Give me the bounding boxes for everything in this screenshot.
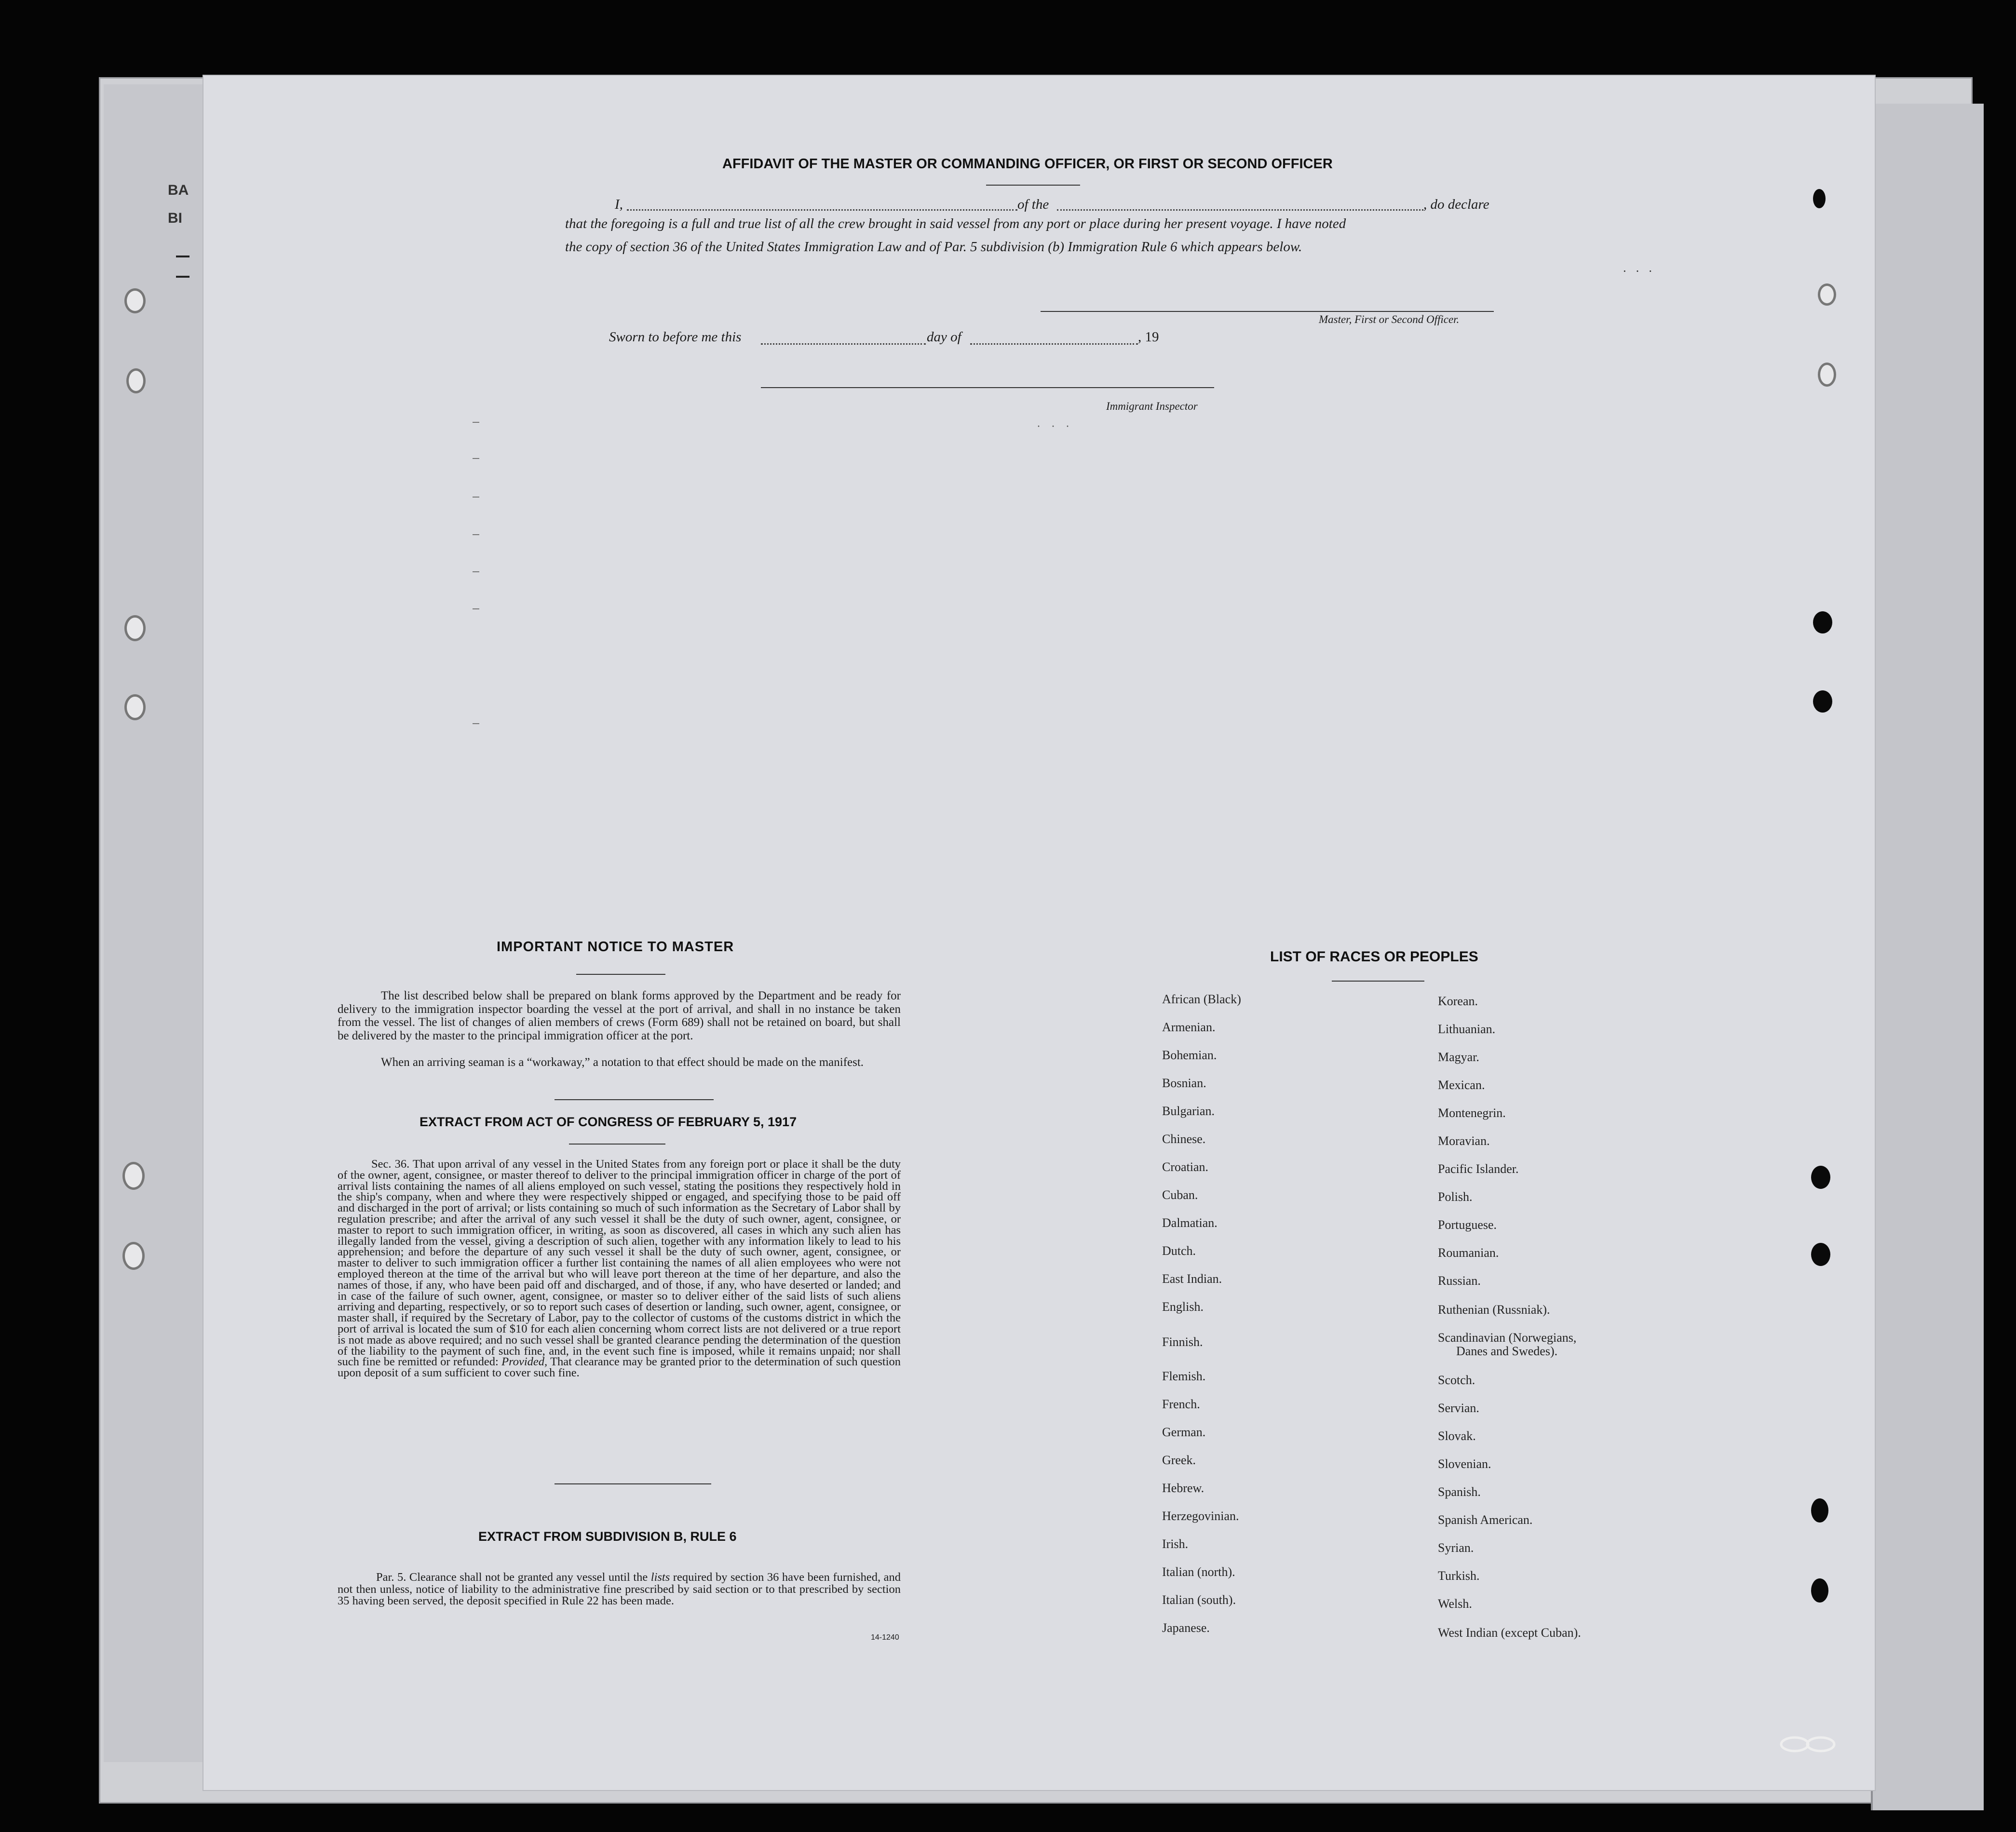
races-underline <box>1332 981 1424 982</box>
rule-body-start: Par. 5. Clearance shall not be granted any vessel until the <box>376 1571 648 1584</box>
race-item: Lithuanian. <box>1438 1022 1496 1036</box>
act-body-part-1: That upon arrival of any vessel in the United States from any foreign port or place it shall be the duty of the owner, agent, consignee, or master thereof to deliver to the principal immigration officer in charge of the port of arrival lists containing the names of all aliens employed on such vessel, stating the positions they respectively hold in the ship's company, when and where they were respectively shipped or engaged, and specifying those to be paid off and discharged in the port of arrival; or lists containing so much of such information as the Secretary of Labor shall by regulation prescribe; and after the arrival of any such vessel it shall be the duty of such owner, agent, consignee, or master to report to such immigration officer, in writing, as soon as discovered, all cases in which any such alien has illegally landed from the vessel, giving a description of such alien, together with any information likely to lead to his apprehension; and before the departure of any such vessel it shall be the duty of such owner, agent, consignee, or master to deliver to such immigration officer a further list containing the names of all alien employees who were not employed thereon at the time of the arrival but who will leave port thereon at the time of her departure, and also the names of those, if any, who have been paid off and discharged, and of those, if any, who have deserted or landed; and in case of the failure of such owner, agent, consignee, or master so to deliver either of the said lists of such aliens arriving and departing, respectively, or so to report such cases of desertion or landing, such owner, agent, consignee, or master shall, if required by the Secretary of Labor, pay to the collector of customs of the customs district in which the port of arrival is located the sum of $10 for each alien concerning whom correct lists are not delivered or a true report is not made as above required; and no such vessel shall be granted clearance pending the determination of the question of the liability to the payment of such fine, and, in the event such fine is imposed, while it remains unpaid; nor shall such fine be remitted or refunded: <box>338 1158 901 1369</box>
punch-hole <box>124 694 146 720</box>
act-body-part-2: That clearance may be granted prior to the determination of such question upon deposit of a sum sufficient to cover such fine. <box>338 1355 901 1380</box>
race-item: Flemish. <box>1162 1369 1206 1383</box>
stray-dots: ··· <box>1037 420 1080 433</box>
punch-hole <box>126 368 146 393</box>
race-item: Syrian. <box>1438 1541 1474 1555</box>
act-extract-title: EXTRACT FROM ACT OF CONGRESS OF FEBRUARY 5, 1917 <box>419 1115 797 1129</box>
margin-tick <box>473 608 479 609</box>
races-title: LIST OF RACES OR PEOPLES <box>1270 949 1478 965</box>
race-item: Hebrew. <box>1162 1481 1204 1495</box>
day-of-label: day of <box>927 329 961 345</box>
race-item: Roumanian. <box>1438 1246 1499 1260</box>
race-item: Mexican. <box>1438 1078 1485 1092</box>
race-item: English. <box>1162 1300 1204 1314</box>
race-item: Pacific Islander. <box>1438 1162 1519 1176</box>
margin-tick <box>473 422 479 423</box>
edge-tick <box>176 276 189 278</box>
race-item: Finnish. <box>1162 1335 1203 1349</box>
race-item: Irish. <box>1162 1537 1189 1551</box>
race-item: Herzegovinian. <box>1162 1509 1239 1523</box>
race-item: Chinese. <box>1162 1132 1206 1146</box>
race-item: Scandinavian (Norwegians, <box>1438 1331 1577 1345</box>
form-number: 14-1240 <box>871 1633 899 1642</box>
year-label: , 19 <box>1138 329 1159 345</box>
rule-extract-body <box>338 1572 901 1607</box>
race-item: West Indian (except Cuban). <box>1438 1626 1581 1640</box>
race-item: Polish. <box>1438 1190 1473 1204</box>
race-item: Spanish American. <box>1438 1513 1533 1527</box>
punch-hole <box>124 615 146 641</box>
affidavit-i-label: I, <box>615 197 623 212</box>
race-item: Montenegrin. <box>1438 1106 1506 1120</box>
punch-hole <box>124 288 146 313</box>
month-blank <box>970 343 1138 345</box>
inspector-signature-line <box>761 387 1214 388</box>
race-item: Greek. <box>1162 1453 1196 1467</box>
margin-tick <box>473 534 479 535</box>
rule-body-rest: required by section 36 have been furnished, and not then unless, notice of liability to the administrative fine prescribed by said section or to that prescribed by section 35 having been served, the deposit specified in Rule 22 has been made. <box>338 1571 901 1607</box>
race-item: Cuban. <box>1162 1188 1198 1202</box>
race-item: Slovenian. <box>1438 1457 1491 1471</box>
race-item: East Indian. <box>1162 1272 1222 1286</box>
margin-tick <box>473 458 479 459</box>
race-item: Welsh. <box>1438 1597 1472 1611</box>
race-item: Korean. <box>1438 994 1478 1008</box>
punch-hole <box>1811 1578 1828 1603</box>
sworn-label: Sworn to before me this <box>609 329 742 345</box>
underlying-sheet-left <box>104 84 206 1762</box>
act-extract-body <box>338 1159 901 1379</box>
punch-hole <box>1813 611 1832 633</box>
margin-tick <box>473 497 479 498</box>
vessel-blank <box>1057 209 1423 211</box>
race-item: Spanish. <box>1438 1485 1481 1499</box>
notice-paragraph-1: The list described below shall be prepared on blank forms approved by the Department and be ready for delivery to the immigration inspector boarding the vessel at the port of arrival, and shall in no instance be taken from the vessel. The list of changes of alien members of crews (Form 689) shall not be retained on board, but shall be delivered by the master to the principal immigration officer at the port. <box>338 989 901 1042</box>
notice-underline <box>576 974 665 975</box>
race-item: African (Black) <box>1162 992 1241 1006</box>
section-label: Sec. 36. <box>371 1158 410 1171</box>
section-divider <box>555 1483 711 1484</box>
notice-paragraph-2: When an arriving seaman is a “workaway,” a notation to that effect should be made on the manifest. <box>381 1056 864 1069</box>
race-item: Ruthenian (Russniak). <box>1438 1303 1550 1317</box>
race-item: Slovak. <box>1438 1429 1476 1443</box>
lists-word: lists <box>650 1571 670 1584</box>
rule-extract-title: EXTRACT FROM SUBDIVISION B, RULE 6 <box>478 1529 737 1544</box>
race-item: Scotch. <box>1438 1373 1475 1387</box>
race-item: Italian (south). <box>1162 1593 1236 1607</box>
punch-hole <box>1813 189 1826 208</box>
margin-tick <box>473 571 479 572</box>
race-item: French. <box>1162 1397 1200 1411</box>
race-item: German. <box>1162 1425 1206 1439</box>
edge-mark: BA <box>168 182 189 198</box>
notice-title: IMPORTANT NOTICE TO MASTER <box>497 939 734 955</box>
affidavit-line3: the copy of section 36 of the United States Immigration Law and of Par. 5 subdivision (b) Immigration Rule 6 which appears below. <box>565 239 1302 255</box>
affidavit-line2: that the foregoing is a full and true list of all the crew brought in said vessel from any port or place during her present voyage. I have noted <box>565 216 1346 231</box>
underlying-sheet-right <box>1871 104 1984 1810</box>
race-item: Croatian. <box>1162 1160 1209 1174</box>
race-item: Armenian. <box>1162 1020 1216 1034</box>
edge-tick <box>176 256 189 257</box>
race-item: Portuguese. <box>1438 1218 1497 1232</box>
race-item: Japanese. <box>1162 1621 1210 1635</box>
master-signature-label: Master, First or Second Officer. <box>1319 313 1460 325</box>
punch-hole <box>1811 1166 1830 1189</box>
punch-hole <box>1811 1243 1830 1266</box>
act-extract-underline <box>569 1144 665 1145</box>
affidavit-of-the-label: of the <box>1017 197 1049 212</box>
punch-hole <box>122 1162 145 1190</box>
race-item: Bosnian. <box>1162 1076 1206 1090</box>
affidavit-title: AFFIDAVIT OF THE MASTER OR COMMANDING OFFICER, OR FIRST OR SECOND OFFICER <box>722 156 1333 172</box>
race-item: Bulgarian. <box>1162 1104 1215 1118</box>
race-item: Servian. <box>1438 1401 1479 1415</box>
name-blank <box>627 209 1017 211</box>
punch-hole <box>1818 363 1836 387</box>
race-item: Magyar. <box>1438 1050 1479 1064</box>
section-divider <box>555 1099 714 1100</box>
race-item: Italian (north). <box>1162 1565 1235 1579</box>
punch-hole <box>1818 283 1836 306</box>
day-blank <box>761 343 926 345</box>
race-item: Russian. <box>1438 1274 1481 1288</box>
title-underline <box>986 185 1080 186</box>
race-item: Moravian. <box>1438 1134 1490 1148</box>
punch-hole <box>1811 1498 1828 1522</box>
master-signature-line <box>1041 311 1494 312</box>
margin-tick <box>473 723 479 724</box>
document-page <box>203 75 1876 1791</box>
race-item: Danes and Swedes). <box>1456 1344 1558 1358</box>
inspector-label: Immigrant Inspector <box>1106 400 1198 412</box>
race-item: Turkish. <box>1438 1569 1480 1583</box>
punch-hole <box>1813 690 1832 713</box>
race-item: Dalmatian. <box>1162 1216 1218 1230</box>
punch-hole <box>122 1242 145 1270</box>
binder-clip-icon <box>1779 1735 1837 1754</box>
provided-word: Provided, <box>501 1355 548 1369</box>
affidavit-declare-label: , do declare <box>1423 197 1489 212</box>
edge-mark: BI <box>168 210 182 226</box>
race-item: Bohemian. <box>1162 1048 1217 1062</box>
stray-dots: ··· <box>1623 264 1661 278</box>
race-item: Dutch. <box>1162 1244 1196 1258</box>
